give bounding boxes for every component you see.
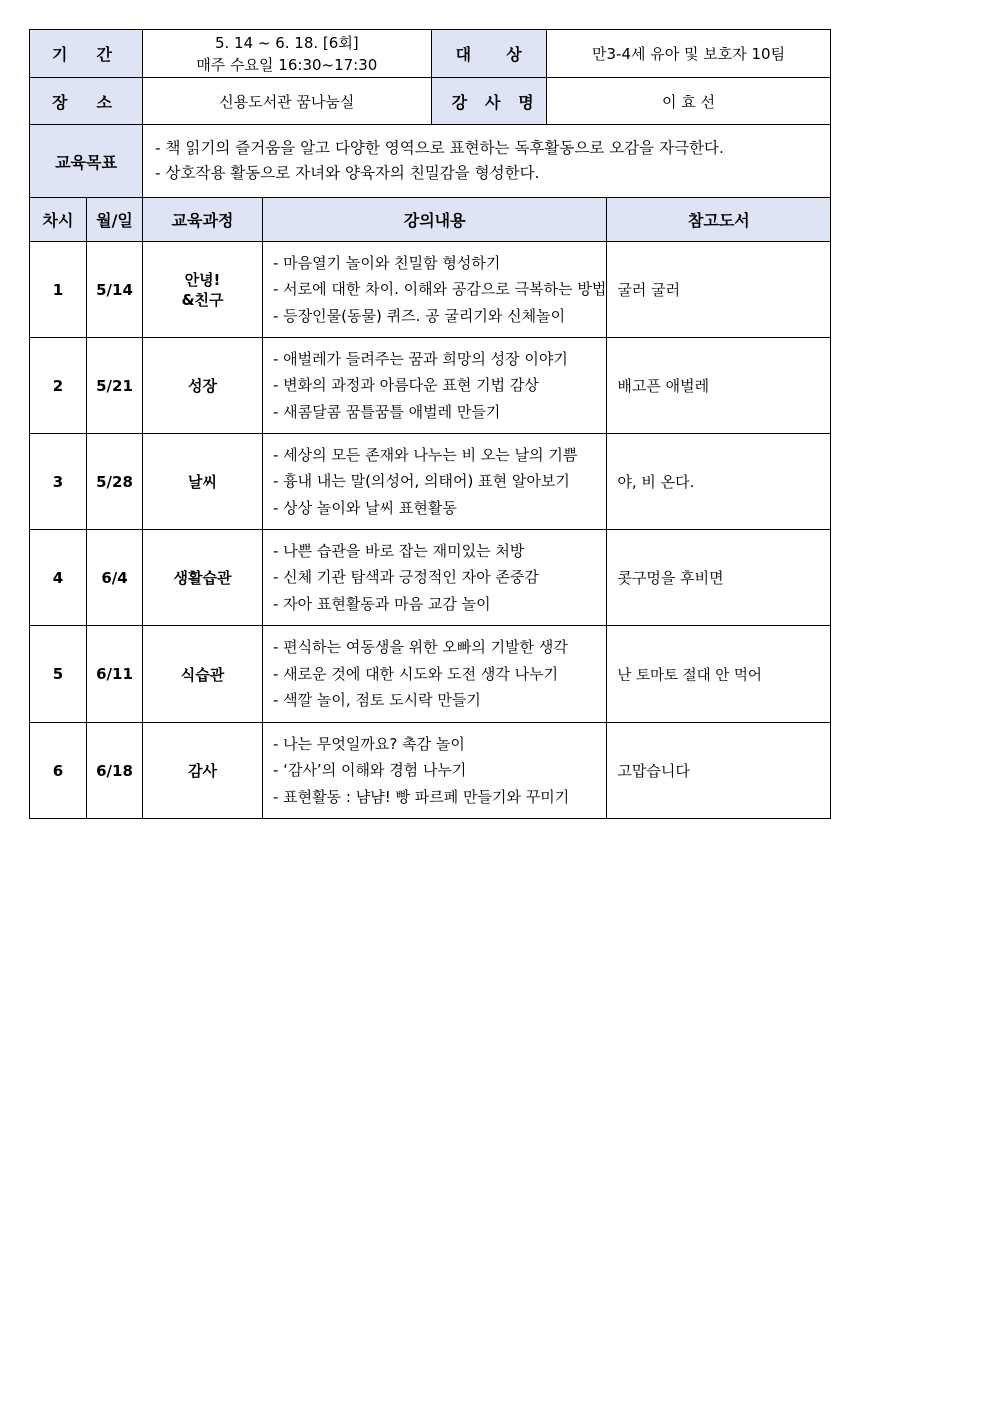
content-line: - 흉내 내는 말(의성어, 의태어) 표현 알아보기 [273,472,570,491]
content-line: - 등장인물(동물) 퀴즈. 공 굴리기와 신체놀이 [273,306,566,325]
target-label-char: 대 [455,45,472,64]
session-no: 4 [30,530,87,626]
session-no: 6 [30,723,87,819]
session-course [143,242,263,338]
header-course: 교육과정 [143,198,263,242]
goal-line: - 상호작용 활동으로 자녀와 양육자의 친밀감을 형성한다. [155,164,540,182]
period-label-char: 간 [96,45,112,64]
session-content [263,626,607,723]
content-line: - 편식하는 여동생을 위한 오빠의 기발한 생각 [273,638,568,657]
content-line: - 나는 무엇일까요? 촉감 놀이 [273,734,465,753]
place-label-char: 장 [52,92,68,112]
period-dates: 5. 14 ~ 6. 18. [6회] [214,33,359,52]
table-row [30,242,831,338]
session-book: 난 토마토 절대 안 먹어 [607,626,831,723]
content-line: - 나쁜 습관을 바로 잡는 재미있는 처방 [273,541,525,560]
place-label [30,78,143,125]
period-time: 매주 수요일 16:30~17:30 [196,55,378,74]
content-line: - 서로에 대한 차이. 이해와 공감으로 극복하는 방법 [273,280,607,299]
session-content [263,338,607,434]
target-value: 만3-4세 유아 및 보호자 10팀 [546,30,831,78]
table-row [30,530,831,626]
content-line: - 새콤달콤 꿈틀꿈틀 애벌레 만들기 [273,402,501,421]
place-label-char: 소 [96,92,112,112]
session-no: 1 [30,242,87,338]
content-line: - 표현활동 : 냠냠! 빵 파르페 만들기와 꾸미기 [273,787,570,806]
goal-label: 교육목표 [30,125,143,198]
content-line: - 신체 기관 탐색과 긍정적인 자아 존중감 [273,568,539,587]
goal-text [143,125,831,198]
instructor-label [431,78,546,125]
column-header-row [30,198,831,242]
target-label [431,30,546,78]
session-content [263,434,607,530]
place-row [30,78,831,125]
instructor-label-char: 명 [518,92,534,112]
table-row [30,723,831,819]
session-book: 굴러 굴러 [607,242,831,338]
session-date: 5/14 [87,242,143,338]
session-no: 2 [30,338,87,434]
session-course: 식습관 [143,626,263,723]
course-line: &친구 [181,290,224,309]
content-line: - 색깔 놀이, 점토 도시락 만들기 [273,691,481,710]
session-date: 5/28 [87,434,143,530]
session-content [263,530,607,626]
session-course: 성장 [143,338,263,434]
session-no: 5 [30,626,87,723]
session-date: 6/18 [87,723,143,819]
content-line: - 애벌레가 들려주는 꿈과 희망의 성장 이야기 [273,349,568,368]
course-line: 안녕! [184,270,221,289]
table-row [30,434,831,530]
program-table [29,29,831,819]
session-course: 감사 [143,723,263,819]
table-row [30,338,831,434]
place-value: 신용도서관 꿈나눔실 [143,78,432,125]
header-date: 월/일 [87,198,143,242]
session-date: 5/21 [87,338,143,434]
content-line: - 변화의 과정과 아름다운 표현 기법 감상 [273,376,539,395]
session-content [263,723,607,819]
session-book: 콧구멍을 후비면 [607,530,831,626]
period-row [30,30,831,78]
header-content: 강의내용 [263,198,607,242]
session-course: 날씨 [143,434,263,530]
content-line: - 세상의 모든 존재와 나누는 비 오는 날의 기쁨 [273,445,578,464]
session-no: 3 [30,434,87,530]
session-date: 6/11 [87,626,143,723]
goal-line: - 책 읽기의 즐거움을 알고 다양한 영역으로 표현하는 독후활동으로 오감을 자극한다. [155,139,724,157]
content-line: - 자아 표현활동과 마음 교감 놀이 [273,594,491,613]
table-row [30,626,831,723]
goal-row [30,125,831,198]
period-value [143,30,432,78]
content-line: - 새로운 것에 대한 시도와 도전 생각 나누기 [273,664,559,683]
header-session: 차시 [30,198,87,242]
header-book: 참고도서 [607,198,831,242]
session-date: 6/4 [87,530,143,626]
session-book: 야, 비 온다. [607,434,831,530]
content-line: - ‘감사’의 이해와 경험 나누기 [273,761,467,780]
instructor-label-char: 사 [484,92,501,112]
target-label-char: 상 [506,45,522,64]
session-book: 고맙습니다 [607,723,831,819]
instructor-value: 이 효 선 [546,78,831,125]
period-label-char: 기 [52,45,68,64]
period-label [30,30,143,78]
session-content [263,242,607,338]
content-line: - 마음열기 놀이와 친밀함 형성하기 [273,253,501,272]
instructor-label-char: 강 [451,92,468,112]
session-book: 배고픈 애벌레 [607,338,831,434]
content-line: - 상상 놀이와 날씨 표현활동 [273,498,457,517]
session-course: 생활습관 [143,530,263,626]
